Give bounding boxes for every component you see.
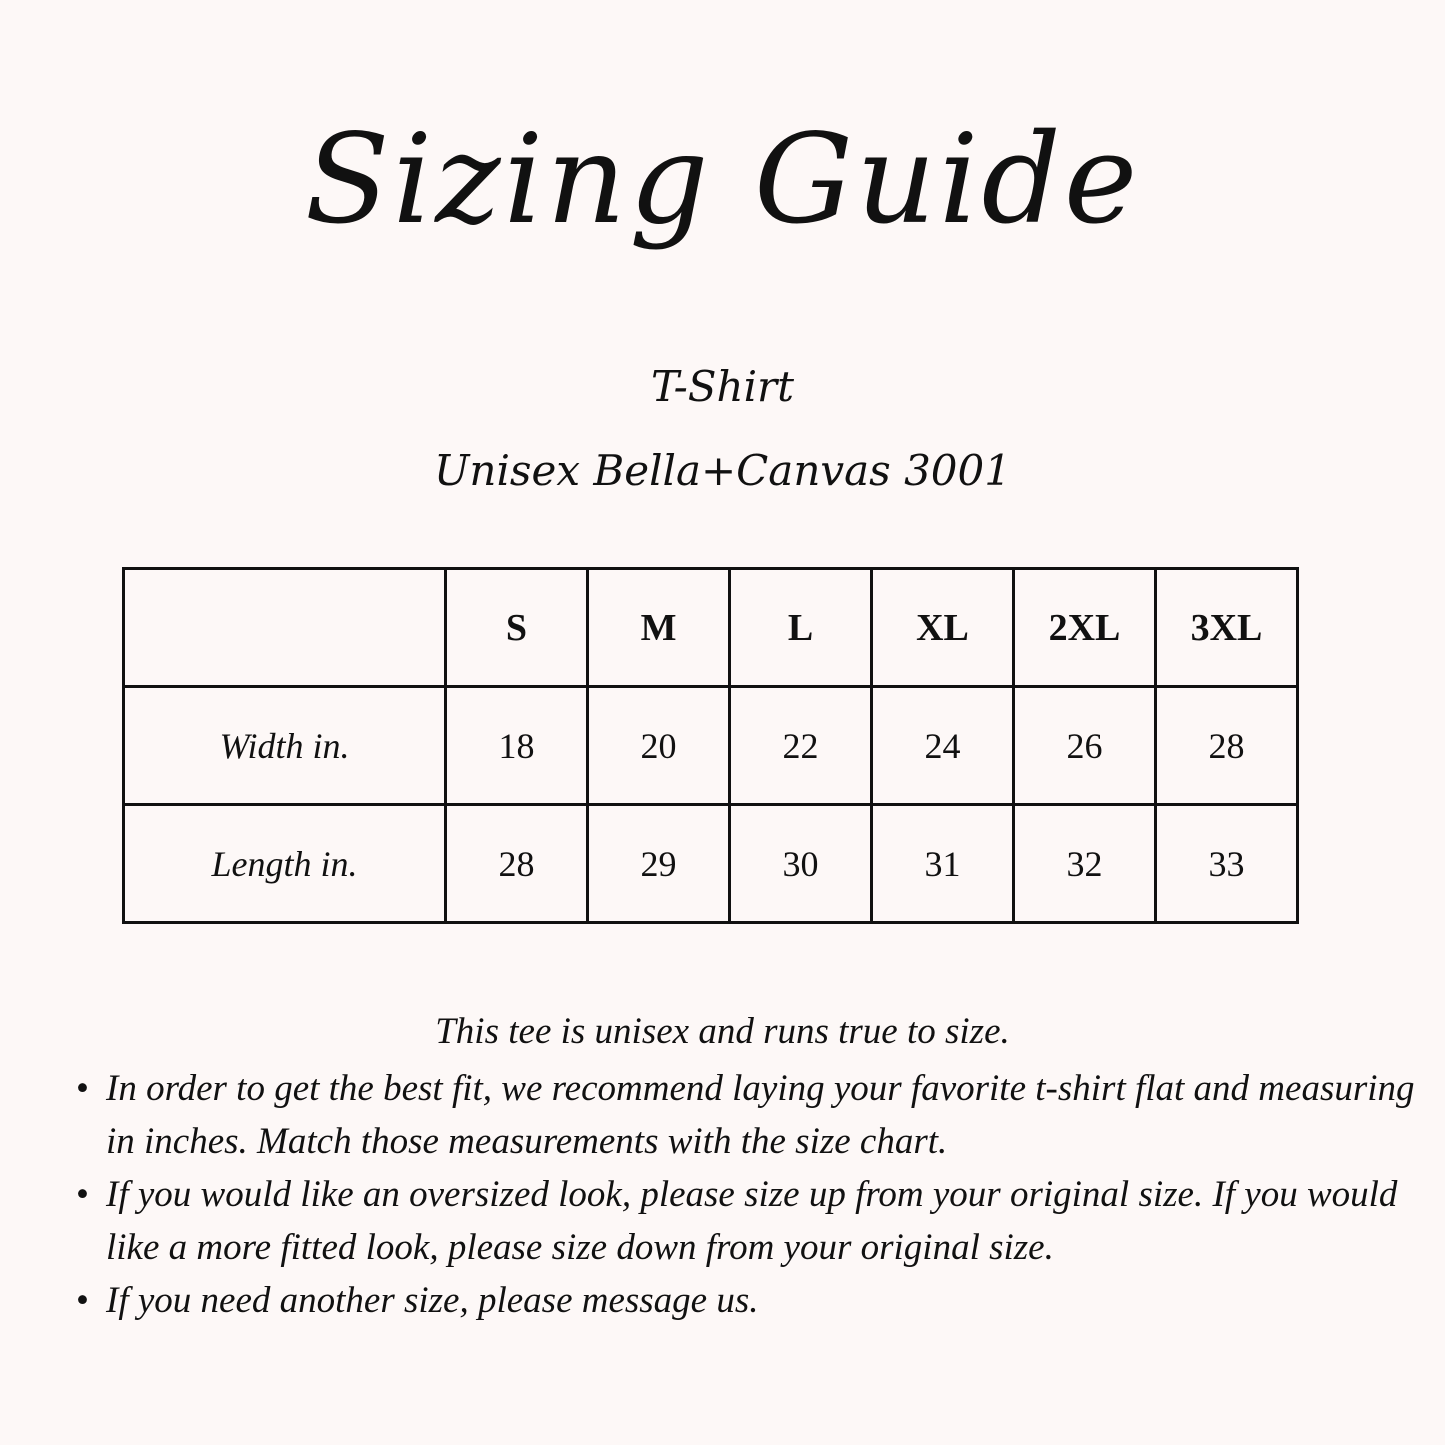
table-cell: 31 (872, 805, 1014, 923)
table-row-width (124, 687, 1298, 805)
fit-note: This tee is unisex and runs true to size. (435, 1011, 1010, 1052)
list-item (76, 1274, 1445, 1327)
table-cell: 18 (446, 687, 588, 805)
size-chart-table (122, 567, 1299, 924)
row-label-length: Length in. (124, 805, 446, 923)
table-row-length (124, 805, 1298, 923)
table-header-row (124, 569, 1298, 687)
list-item-text: In order to get the best fit, we recommend laying your favorite t-shirt flat and measuring in inches. Match those measurements with the size chart. (106, 1068, 1415, 1162)
column-header-s: S (446, 569, 588, 687)
bullet-icon: • (76, 1280, 89, 1321)
list-item-text: If you would like an oversized look, please size up from your original size. If you would like a more fitted look, please size down from your original size. (106, 1174, 1398, 1268)
row-label-width: Width in. (124, 687, 446, 805)
column-header-3xl: 3XL (1156, 569, 1298, 687)
bullet-icon: • (76, 1174, 89, 1215)
product-model: Unisex Bella+Canvas 3001 (434, 446, 1011, 495)
list-item (76, 1168, 1445, 1274)
column-header-l: L (730, 569, 872, 687)
table-cell: 20 (588, 687, 730, 805)
page-title: Sizing Guide (304, 108, 1141, 252)
table-cell: 30 (730, 805, 872, 923)
fit-tips-list (70, 1062, 1445, 1327)
table-cell: 22 (730, 687, 872, 805)
column-header-xl: XL (872, 569, 1014, 687)
list-item-text: If you need another size, please message us. (106, 1280, 759, 1321)
table-cell: 33 (1156, 805, 1298, 923)
table-cell: 28 (1156, 687, 1298, 805)
table-cell: 28 (446, 805, 588, 923)
table-cell: 24 (872, 687, 1014, 805)
table-cell: 32 (1014, 805, 1156, 923)
table-cell: 29 (588, 805, 730, 923)
product-type: T-Shirt (650, 362, 794, 411)
column-header-2xl: 2XL (1014, 569, 1156, 687)
list-item (76, 1062, 1445, 1168)
column-header-m: M (588, 569, 730, 687)
bullet-icon: • (76, 1068, 89, 1109)
table-corner-cell (124, 569, 446, 687)
table-cell: 26 (1014, 687, 1156, 805)
